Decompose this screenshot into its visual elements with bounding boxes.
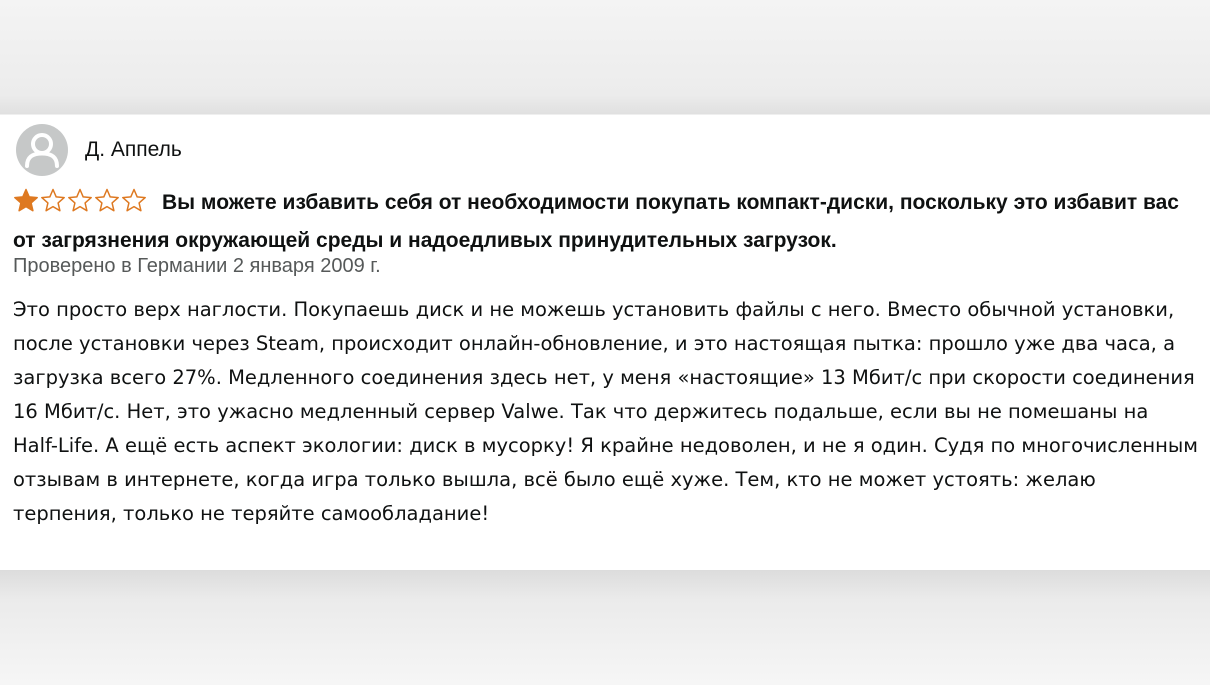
review-body-text: Это просто верх наглости. Покупаешь диск и не можешь установить файлы с него. Вместо обычной установки, после установки через Steam, происходит онлайн-обновление, и это настоящая пытка: прошло уже два часа, а загрузка всего 27%. Медленного соединения здесь нет, у меня «настоящие» 13 Мбит/с при скорости соединения 16 Мбит/с. Нет, это ужасно медленный сервер Valwe. Так что держитесь подальше, если вы не помешаны на Half-Life. А ещё есть аспект экологии: диск в мусорку! Я крайне недоволен, и не я один. Судя по многочисленным отзывам в интернете, когда игра только вышла, всё было ещё хуже. Тем, кто не может устоять: желаю терпения, только не теряйте самообладание! xyxy=(13,298,1198,525)
review-title-block xyxy=(13,185,1193,258)
star-empty-icon xyxy=(40,188,66,212)
review-title[interactable]: Вы можете избавить себя от необходимости покупать компакт-диски, поскольку это избавит вас от загрязнения окружающей среды и надоедливых принудительных загрузок. xyxy=(13,191,1179,252)
star-empty-icon xyxy=(121,188,147,212)
reviewer-name[interactable]: Д. Аппель xyxy=(85,138,182,161)
review-card xyxy=(0,115,1210,570)
star-empty-icon xyxy=(94,188,120,212)
star-rating[interactable] xyxy=(13,188,148,223)
star-filled-icon xyxy=(13,188,39,212)
reviewer-profile[interactable] xyxy=(16,124,182,176)
review-date-location: Проверено в Германии 2 января 2009 г. xyxy=(13,255,381,277)
user-avatar-icon xyxy=(16,124,68,176)
star-empty-icon xyxy=(67,188,93,212)
